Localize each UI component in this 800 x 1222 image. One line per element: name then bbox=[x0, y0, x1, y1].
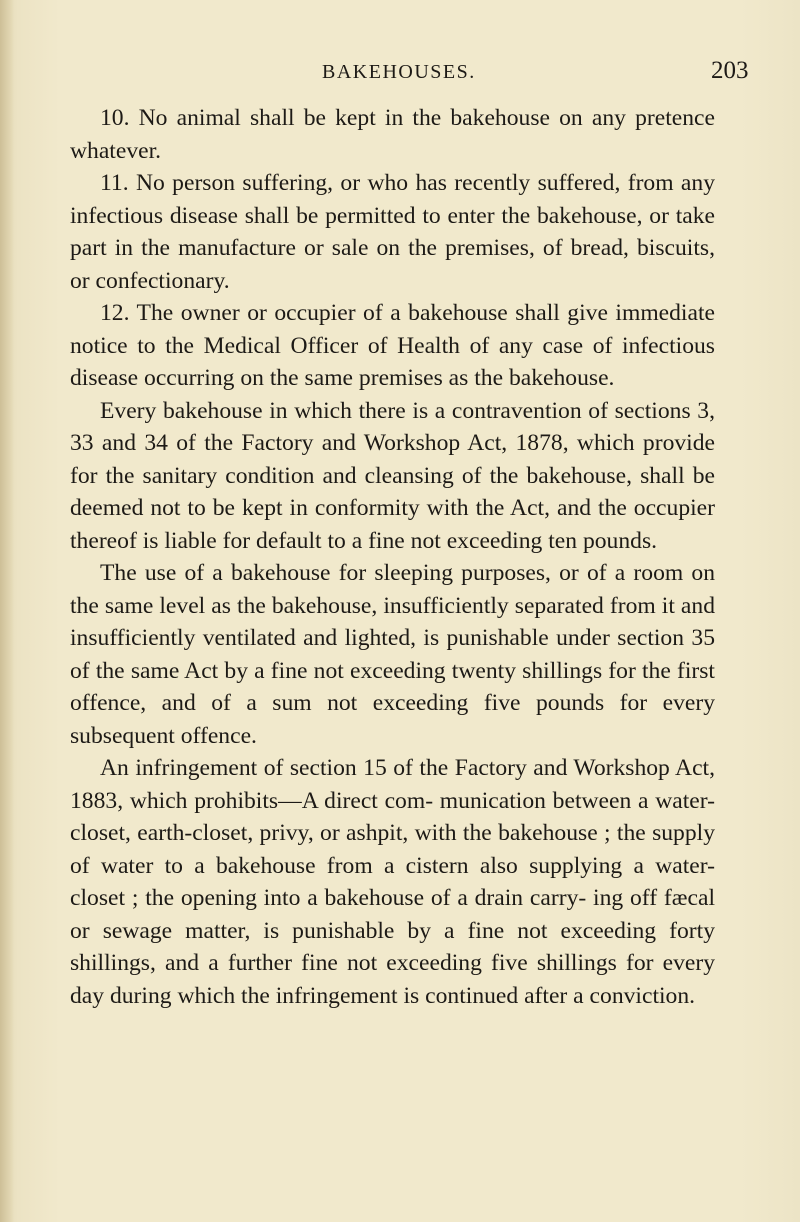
body-text bbox=[70, 102, 715, 1012]
page-gutter bbox=[0, 0, 14, 1222]
paragraph-sleeping-purposes: The use of a bakehouse for sleeping purposes, or of a room on the same level as the bakehouse, insufficiently separated from it and insufficiently ventilated and lighted, is punishable under section 35 of the same Act by a fine not exceeding twenty shillings for the first offence, and of a sum not exceeding five pounds for every subsequent offence. bbox=[70, 560, 715, 749]
page-header bbox=[0, 56, 800, 96]
paragraph-rule-10: 10. No animal shall be kept in the bakehouse on any pretence whatever. bbox=[70, 105, 715, 164]
paragraph-section-15-infringement: An infringement of section 15 of the Factory and Workshop Act, 1883, which prohibits—A direct com- munication between a water-closet, earth-closet, privy, or ashpit, with the bakehouse ; the supply of water to a bakehouse from a cistern also supplying a water- closet ; the opening into a bakehouse of a drain carry- ing off fæcal or sewage matter, is punishable by a fine not exceeding forty shillings, and a further fine not exceeding five shillings for every day during which the infringement is continued after a conviction. bbox=[70, 755, 715, 1009]
paragraph-rule-12: 12. The owner or occupier of a bakehouse shall give immediate notice to the Medical Officer of Health of any case of infectious disease occurring on the same premises as the bakehouse. bbox=[70, 300, 715, 391]
paragraph-sanitary-contravention: Every bakehouse in which there is a contravention of sections 3, 33 and 34 of the Factory and Workshop Act, 1878, which provide for the sanitary condition and cleansing of the bakehouse, shall be deemed not to be kept in conformity with the Act, and the occupier thereof is liable for default to a fine not exceeding ten pounds. bbox=[70, 397, 715, 554]
running-head: BAKEHOUSES. bbox=[322, 61, 476, 83]
paragraph-rule-11: 11. No person suffering, or who has recently suffered, from any infectious disease shall be permitted to enter the bakehouse, or take part in the manufacture or sale on the premises, of bread, biscuits, or confectionary. bbox=[70, 170, 715, 294]
page-number: 203 bbox=[711, 57, 749, 84]
